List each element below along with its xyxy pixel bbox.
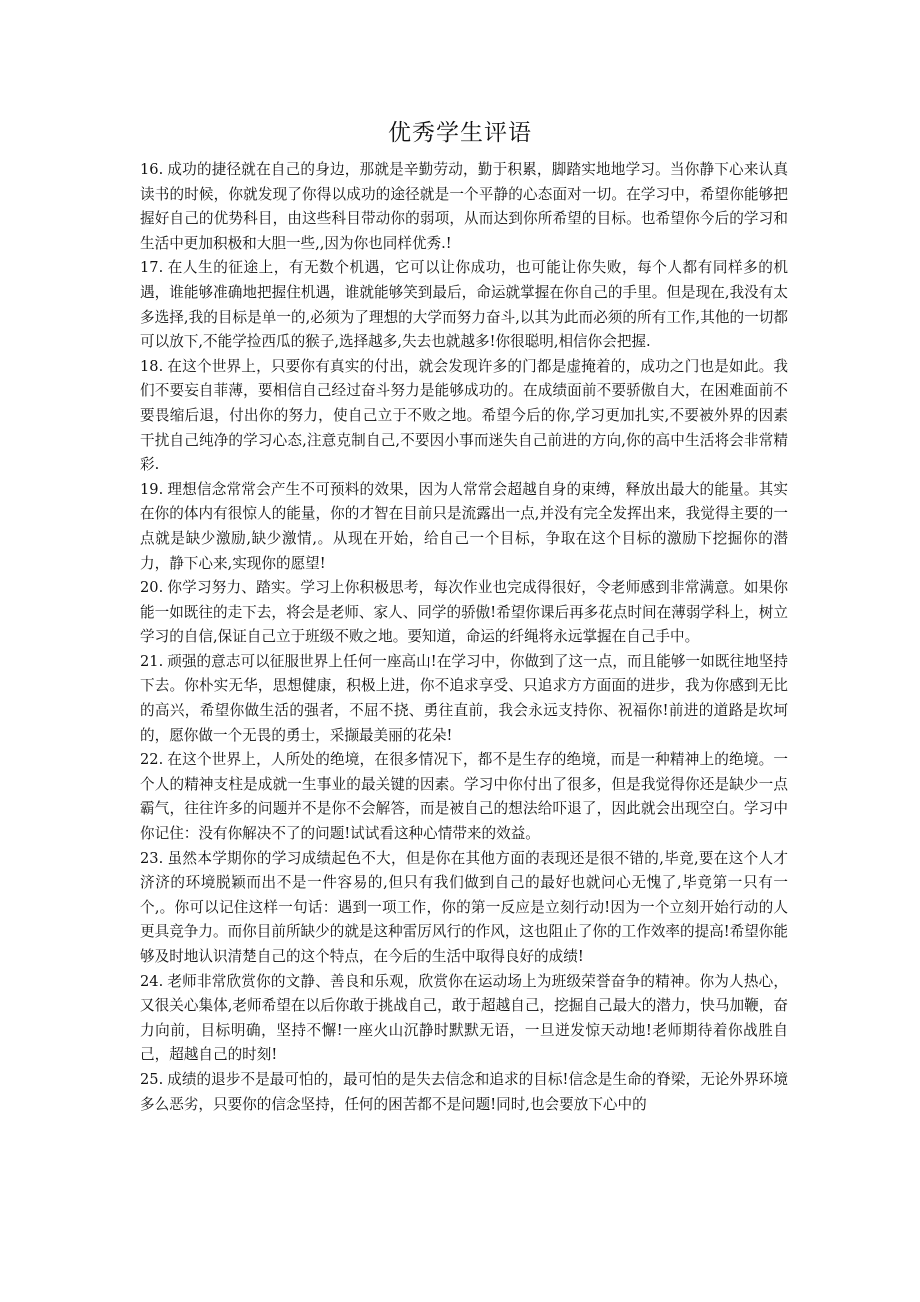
paragraph-number: 17. (140, 259, 164, 277)
paragraph-number: 21. (140, 652, 164, 670)
paragraph-number: 22. (140, 751, 164, 769)
comment-paragraph-21 (140, 650, 788, 748)
comment-paragraph-22 (140, 748, 788, 846)
comment-paragraph-23 (140, 847, 788, 970)
paragraph-number: 23. (140, 849, 164, 867)
comment-paragraph-18 (140, 355, 788, 478)
paragraph-number: 25. (140, 1070, 164, 1088)
paragraph-number: 24. (140, 972, 164, 990)
paragraph-text: 在这个世界上，人所处的绝境，在很多情况下，都不是生存的绝境，而是一种精神上的绝境。一个人的精神支柱是成就一生事业的最关键的因素。学习中你付出了很多，但是我觉得你还是缺少一点霸气，往往许多的问题并不是你不会解答，而是被自己的想法给吓退了，因此就会出现空白。学习中你记住：没有你解决不了的问题!试试看这种心情带来的效益。 (140, 751, 788, 843)
comment-paragraph-16 (140, 158, 788, 256)
document-title: 优秀学生评语 (388, 120, 532, 146)
comment-paragraph-20 (140, 576, 788, 650)
comment-paragraph-17 (140, 256, 788, 354)
paragraph-text: 理想信念常常会产生不可预料的效果，因为人常常会超越自身的束缚，释放出最大的能量。其实在你的体内有很惊人的能量，你的才智在目前只是流露出一点,并没有完全发挥出来，我觉得主要的一点就是缺少激励,缺少激情,。从现在开始，给自己一个目标，争取在这个目标的激励下挖掘你的潜力，静下心来,实现你的愿望! (140, 480, 788, 572)
paragraph-text: 在人生的征途上，有无数个机遇，它可以让你成功，也可能让你失败，每个人都有同样多的机遇，谁能够准确地把握住机遇，谁就能够笑到最后，命运就掌握在你自己的手里。但是现在,我没有太多选择,我的目标是单一的,必须为了理想的大学而努力奋斗,以其为此而必须的所有工作,其他的一切都可以放下,不能学捡西瓜的猴子,选择越多,失去也就越多!你很聪明,相信你会把握. (140, 259, 788, 351)
paragraph-text: 成绩的退步不是最可怕的，最可怕的是失去信念和追求的目标!信念是生命的脊梁，无论外界环境多么恶劣，只要你的信念坚持，任何的困苦都不是问题!同时,也会要放下心中的 (140, 1070, 788, 1113)
paragraph-number: 19. (140, 480, 164, 498)
comment-paragraph-19 (140, 478, 788, 576)
comment-paragraph-25 (140, 1068, 788, 1117)
paragraph-text: 在这个世界上，只要你有真实的付出，就会发现许多的门都是虚掩着的，成功之门也是如此。我们不要妄自菲薄，要相信自己经过奋斗努力是能够成功的。在成绩面前不要骄傲自大，在困难面前不要畏缩后退，付出你的努力，使自己立于不败之地。希望今后的你,学习更加扎实,不要被外界的因素干扰自己纯净的学习心态,注意克制自己,不要因小事而迷失自己前进的方向,你的高中生活将会非常精彩. (140, 357, 788, 474)
document-body (140, 158, 788, 1117)
paragraph-number: 16. (140, 161, 164, 178)
paragraph-text: 成功的捷径就在自己的身边，那就是辛勤劳动，勤于积累，脚踏实地地学习。当你静下心来认真读书的时候，你就发现了你得以成功的途径就是一个平静的心态面对一切。在学习中，希望你能够把握好自己的优势科目，由这些科目带动你的弱项，从而达到你所希望的目标。也希望你今后的学习和生活中更加积极和大胆一些,,因为你也同样优秀.! (140, 161, 788, 252)
paragraph-text: 老师非常欣赏你的文静、善良和乐观，欣赏你在运动场上为班级荣誉奋争的精神。你为人热心，又很关心集体,老师希望在以后你敢于挑战自己，敢于超越自己，挖掘自己最大的潜力，快马加鞭，奋力向前，目标明确，坚持不懈!一座火山沉静时默默无语，一旦迸发惊天动地!老师期待着你战胜自己，超越自己的时刻! (140, 972, 788, 1064)
paragraph-number: 20. (140, 579, 164, 597)
paragraph-text: 顽强的意志可以征服世界上任何一座高山!在学习中，你做到了这一点，而且能够一如既往地坚持下去。你朴实无华，思想健康，积极上进，你不追求享受、只追求方方面面的进步，我为你感到无比的高兴，希望你做生活的强者，不屈不挠、勇往直前，我会永远支持你、祝福你!前进的道路是坎坷的，愿你做一个无畏的勇士，采撷最美丽的花朵! (140, 652, 788, 744)
paragraph-text: 你学习努力、踏实。学习上你积极思考，每次作业也完成得很好，令老师感到非常满意。如果你能一如既往的走下去，将会是老师、家人、同学的骄傲!希望你课后再多花点时间在薄弱学科上，树立学习的自信,保证自己立于班级不败之地。要知道，命运的纤绳将永远掌握在自己手中。 (140, 579, 788, 646)
paragraph-text: 虽然本学期你的学习成绩起色不大，但是你在其他方面的表现还是很不错的,毕竟,要在这个人才济济的环境脱颖而出不是一件容易的,但只有我们做到自己的最好也就问心无愧了,毕竟第一只有一个,。你可以记住这样一句话：遇到一项工作，你的第一反应是立刻行动!因为一个立刻开始行动的人更具竞争力。而你目前所缺少的就是这种雷厉风行的作风，这也阻止了你的工作效率的提高!希望你能够及时地认识清楚自己的这个特点，在今后的生活中取得良好的成绩! (140, 849, 788, 965)
paragraph-number: 18. (140, 357, 164, 375)
comment-paragraph-24 (140, 970, 788, 1068)
